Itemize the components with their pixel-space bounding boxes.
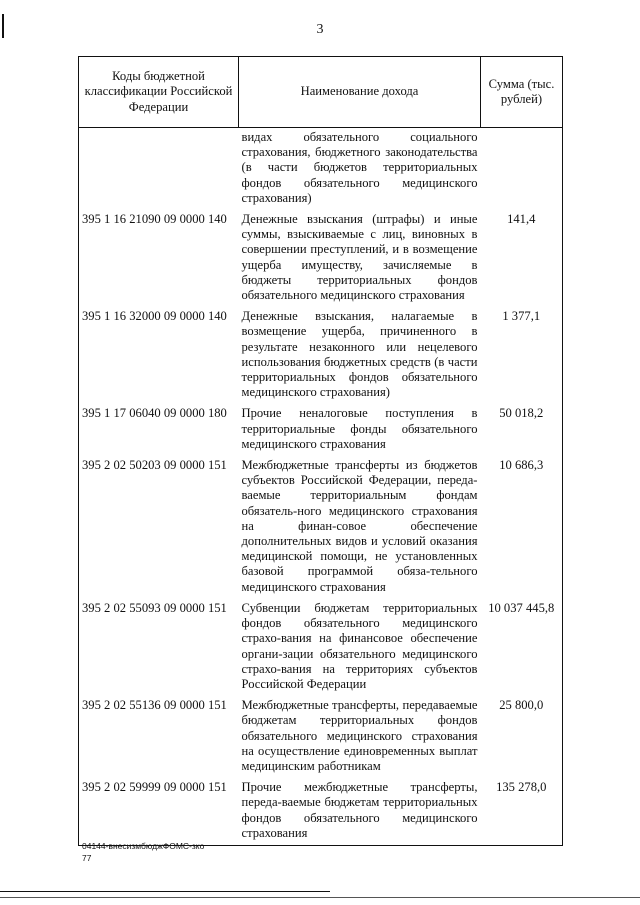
row-sum: 10 037 445,8: [481, 599, 563, 696]
row-name: Субвенции бюджетам территориальных фондов обязательного медицинского страхо-вания на финансовое обеспечение органи-зации обязательного медицинского страхо-вания на территориях субъектов Российской Федерации: [241, 600, 478, 691]
row-code: 395 2 02 55136 09 0000 151: [79, 696, 239, 778]
page-number: 3: [316, 22, 324, 37]
table-row: [79, 128, 563, 211]
row-code: 395 1 16 32000 09 0000 140: [79, 307, 239, 404]
table-row: [79, 404, 563, 456]
row-sum: 10 686,3: [481, 456, 563, 599]
row-name: видах обязательного социального страхования, бюджетного законодательства (в части бюджетов территориальных фондов обязательного медицинского страхования): [241, 130, 478, 205]
header-budget-codes: Коды бюджетной классификации Российской Федерации: [79, 57, 239, 128]
bottom-rule: [0, 891, 330, 892]
bottom-edge-rule: [0, 897, 640, 898]
row-name: Денежные взыскания, налагаемые в возмещение ущерба, причиненного в результате незаконного или нецелевого использования бюджетных средств (в части территориальных фондов обязательного медицинского страхования): [241, 309, 478, 400]
row-code: 395 2 02 59999 09 0000 151: [79, 778, 239, 845]
header-income-name: Наименование дохода: [239, 57, 481, 128]
row-sum: 50 018,2: [481, 404, 563, 456]
footer-code: 77: [82, 853, 92, 863]
row-sum: 25 800,0: [481, 696, 563, 778]
row-code: 395 2 02 50203 09 0000 151: [79, 456, 239, 599]
row-name: Прочие межбюджетные трансферты, переда-ваемые бюджетам территориальных фондов обязательного медицинского страхования: [239, 778, 481, 845]
table-header-row: [79, 57, 563, 128]
header-amount: Сумма (тыс. рублей): [481, 57, 563, 128]
row-name: Денежные взыскания (штрафы) и иные суммы, взыскиваемые с лиц, виновных в совершении преступлений, и в возмещение ущерба имуществу, зачисляемые в бюджеты территориальных фондов обязательного медицинского страхования: [241, 212, 478, 303]
row-sum: 141,4: [481, 210, 563, 307]
budget-income-table: [78, 56, 563, 846]
table-row: [79, 599, 563, 696]
row-sum: 135 278,0: [481, 778, 563, 845]
row-name: Межбюджетные трансферты из бюджетов субъектов Российской Федерации, передаваемые территориальным фондам обязатель-ного медицинского страхования на финан-совое обеспечение дополнительных видов и условий оказания медицинской помощи, не установленных базовой программой обяза-тельного медицинского страхования: [241, 458, 478, 594]
row-code: 395 1 17 06040 09 0000 180: [79, 404, 239, 456]
row-code: 395 2 02 55093 09 0000 151: [79, 599, 239, 696]
table-row: [79, 696, 563, 778]
row-name: Прочие неналоговые поступления в территориальные фонды обязательного медицинского страхования: [241, 406, 478, 451]
row-name: Межбюджетные трансферты, передаваемые бюджетам территориальных фондов обязательного медицинского страхования на осуществление единовременных выплат медицинским работникам: [241, 698, 478, 773]
document-footer: [82, 840, 204, 864]
row-code: [79, 128, 239, 211]
table-row: [79, 210, 563, 307]
row-code: 395 1 16 21090 09 0000 140: [79, 210, 239, 307]
table-row: [79, 456, 563, 599]
row-sum: 1 377,1: [481, 307, 563, 404]
table-row: [79, 307, 563, 404]
table-row: [79, 778, 563, 845]
row-sum: [481, 128, 563, 211]
footer-file-name: 04144-внесизмбюджФОМС-зко: [82, 841, 205, 851]
